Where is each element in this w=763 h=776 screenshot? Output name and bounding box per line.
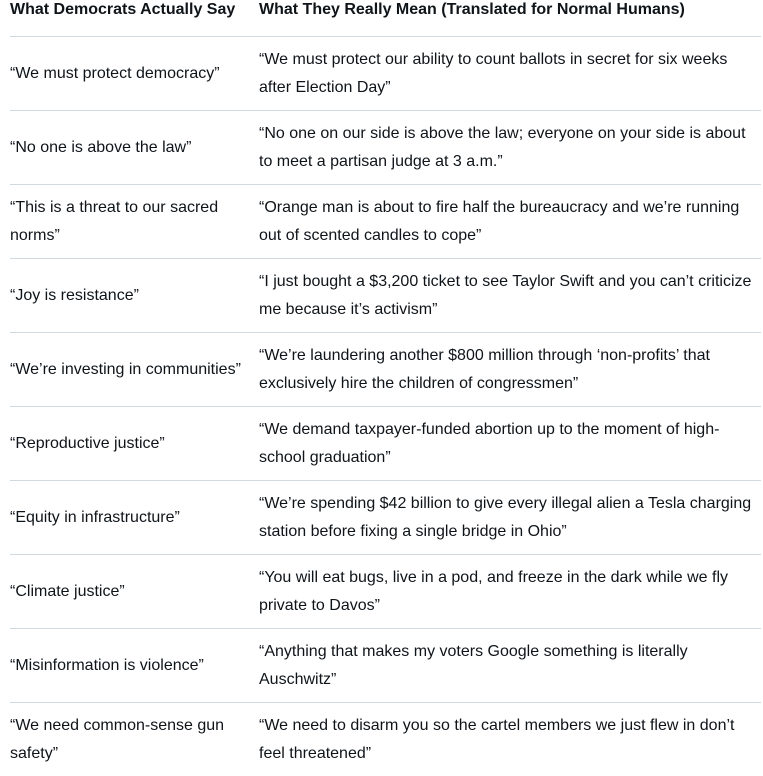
- cell-what-they-mean: “I just bought a $3,200 ticket to see Taylor Swift and you can’t criticize me because it’s activism”: [259, 259, 761, 333]
- cell-what-they-say: “Joy is resistance”: [10, 259, 259, 333]
- table-row: [10, 111, 761, 185]
- cell-what-they-say: “Misinformation is violence”: [10, 629, 259, 703]
- cell-what-they-mean: “Anything that makes my voters Google something is literally Auschwitz”: [259, 629, 761, 703]
- cell-what-they-mean: “Orange man is about to fire half the bureaucracy and we’re running out of scented candles to cope”: [259, 185, 761, 259]
- table-row: [10, 555, 761, 629]
- cell-what-they-say: “Climate justice”: [10, 555, 259, 629]
- table-row: [10, 333, 761, 407]
- cell-what-they-mean: “We demand taxpayer-funded abortion up to the moment of high-school graduation”: [259, 407, 761, 481]
- table-row: [10, 259, 761, 333]
- cell-what-they-mean: “We’re spending $42 billion to give every illegal alien a Tesla charging station before fixing a single bridge in Ohio”: [259, 481, 761, 555]
- table-row: [10, 481, 761, 555]
- cell-what-they-mean: “We need to disarm you so the cartel members we just flew in don’t feel threatened”: [259, 703, 761, 776]
- cell-what-they-say: “Reproductive justice”: [10, 407, 259, 481]
- cell-what-they-say: “No one is above the law”: [10, 111, 259, 185]
- cell-what-they-say: “We must protect democracy”: [10, 37, 259, 111]
- table-header-row: [10, 0, 761, 37]
- table-row: [10, 37, 761, 111]
- table-row: [10, 185, 761, 259]
- cell-what-they-say: “We’re investing in communities”: [10, 333, 259, 407]
- table-row: [10, 629, 761, 703]
- translation-table: [10, 0, 761, 776]
- cell-what-they-mean: “You will eat bugs, live in a pod, and freeze in the dark while we fly private to Davos”: [259, 555, 761, 629]
- cell-what-they-mean: “We’re laundering another $800 million through ‘non-profits’ that exclusively hire the children of congressmen”: [259, 333, 761, 407]
- cell-what-they-say: “We need common-sense gun safety”: [10, 703, 259, 776]
- cell-what-they-say: “This is a threat to our sacred norms”: [10, 185, 259, 259]
- cell-what-they-say: “Equity in infrastructure”: [10, 481, 259, 555]
- cell-what-they-mean: “We must protect our ability to count ballots in secret for six weeks after Election Day”: [259, 37, 761, 111]
- cell-what-they-mean: “No one on our side is above the law; everyone on your side is about to meet a partisan judge at 3 a.m.”: [259, 111, 761, 185]
- column-header-mean: What They Really Mean (Translated for Normal Humans): [259, 0, 761, 37]
- table-row: [10, 407, 761, 481]
- table-row: [10, 703, 761, 776]
- column-header-say: What Democrats Actually Say: [10, 0, 259, 37]
